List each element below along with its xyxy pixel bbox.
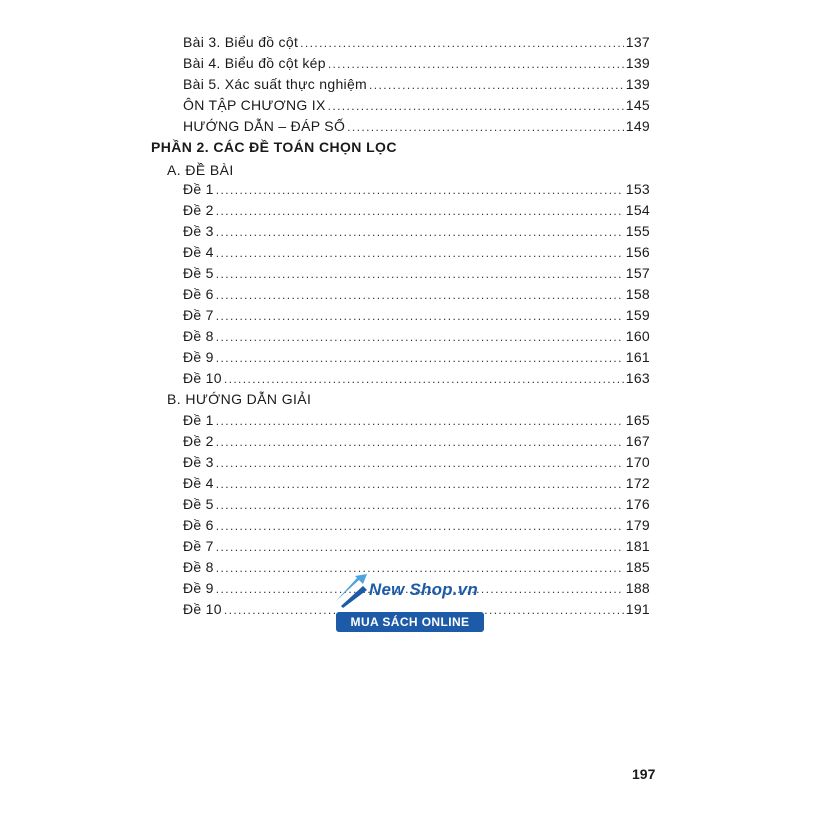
toc-entry-title: Đề 3	[183, 454, 214, 470]
leader-dots	[224, 370, 624, 388]
leader-dots	[347, 118, 624, 136]
toc-entry-title: Đề 10	[183, 370, 222, 386]
toc-entry-page: 157	[625, 265, 650, 281]
toc-entry-page: 160	[625, 328, 650, 344]
leader-dots	[216, 433, 624, 451]
toc-entry-title: Đề 3	[183, 223, 214, 239]
toc-entry-title: Đề 7	[183, 538, 214, 554]
toc-entry-title: Đề 6	[183, 286, 214, 302]
toc-entry-title: ÔN TẬP CHƯƠNG IX	[183, 97, 326, 113]
leader-dots	[216, 475, 624, 493]
toc-entry[interactable]	[183, 264, 650, 282]
toc-entry-page: 139	[625, 76, 650, 92]
toc-entry-title: Bài 5. Xác suất thực nghiệm	[183, 76, 368, 92]
toc-entry-page: 139	[625, 55, 650, 71]
toc-entry-title: Đề 10	[183, 601, 222, 617]
page-number: 197	[632, 766, 656, 782]
leader-dots	[216, 538, 624, 556]
toc-entry-title: Bài 3. Biểu đồ cột	[183, 34, 299, 50]
toc-entry-page: 155	[625, 223, 650, 239]
leader-dots	[300, 34, 624, 52]
toc-entry-page: 176	[625, 496, 650, 512]
toc-entry-title: Đề 9	[183, 580, 214, 596]
toc-entry-page: 185	[625, 559, 650, 575]
toc-entry-title: Đề 8	[183, 328, 214, 344]
toc-entry-title: Đề 9	[183, 349, 214, 365]
toc-entry[interactable]	[183, 537, 650, 555]
section-b-heading: B. HƯỚNG DẪN GIẢI	[167, 391, 312, 407]
toc-entry-page: 154	[625, 202, 650, 218]
toc-entry[interactable]	[183, 180, 650, 198]
toc-entry-page: 158	[625, 286, 650, 302]
toc-entry-page: 159	[625, 307, 650, 323]
toc-entry-page: 149	[625, 118, 650, 134]
toc-entry-page: 145	[625, 97, 650, 113]
toc-entry[interactable]	[183, 117, 650, 135]
toc-entry[interactable]	[183, 54, 650, 72]
toc-entry-page: 191	[625, 601, 650, 617]
toc-entry-page: 172	[625, 475, 650, 491]
leader-dots	[216, 412, 624, 430]
leader-dots	[369, 76, 624, 94]
toc-entry-title: Đề 8	[183, 559, 214, 575]
toc-entry-title: Đề 2	[183, 433, 214, 449]
toc-entry-title: Đề 6	[183, 517, 214, 533]
toc-entry-page: 181	[625, 538, 650, 554]
toc-entry-title: Đề 2	[183, 202, 214, 218]
toc-entry[interactable]	[183, 348, 650, 366]
leader-dots	[216, 265, 624, 283]
toc-entry-page: 188	[625, 580, 650, 596]
toc-entry[interactable]	[183, 369, 650, 387]
toc-entry-title: Đề 5	[183, 496, 214, 512]
toc-entry[interactable]	[183, 453, 650, 471]
toc-entry[interactable]	[183, 432, 650, 450]
toc-entry-page: 179	[625, 517, 650, 533]
toc-entry[interactable]	[183, 516, 650, 534]
toc-entry-page: 156	[625, 244, 650, 260]
toc-entry-title: Đề 1	[183, 181, 214, 197]
toc-entry-page: 170	[625, 454, 650, 470]
watermark-brand: New Shop.vn	[369, 580, 478, 599]
toc-entry[interactable]	[183, 495, 650, 513]
toc-entry-page: 153	[625, 181, 650, 197]
leader-dots	[328, 55, 624, 73]
toc-entry-title: Đề 1	[183, 412, 214, 428]
toc-entry[interactable]	[183, 222, 650, 240]
leader-dots	[216, 496, 624, 514]
toc-entry-page: 167	[625, 433, 650, 449]
toc-entry[interactable]	[183, 306, 650, 324]
toc-entry[interactable]	[183, 474, 650, 492]
leader-dots	[216, 202, 624, 220]
toc-entry[interactable]	[183, 285, 650, 303]
toc-entry[interactable]	[183, 411, 650, 429]
toc-entry-title: Đề 4	[183, 475, 214, 491]
toc-entry-page: 165	[625, 412, 650, 428]
toc-entry[interactable]	[183, 33, 650, 51]
leader-dots	[216, 244, 624, 262]
toc-entry[interactable]	[183, 75, 650, 93]
toc-entry-page: 137	[625, 34, 650, 50]
leader-dots	[216, 223, 624, 241]
toc-entry-page: 161	[625, 349, 650, 365]
leader-dots	[216, 517, 624, 535]
leader-dots	[328, 97, 624, 115]
toc-entry-title: Đề 7	[183, 307, 214, 323]
leader-dots	[216, 307, 624, 325]
toc-entry-title: Đề 4	[183, 244, 214, 260]
toc-entry[interactable]	[183, 327, 650, 345]
toc-entry-title: Bài 4. Biểu đồ cột kép	[183, 55, 326, 71]
part-heading: PHẦN 2. CÁC ĐỀ TOÁN CHỌN LỌC	[151, 139, 397, 155]
leader-dots	[216, 181, 624, 199]
newshop-watermark	[333, 572, 493, 634]
leader-dots	[216, 328, 624, 346]
toc-entry-title: HƯỚNG DẪN – ĐÁP SỐ	[183, 118, 346, 134]
leader-dots	[216, 286, 624, 304]
leader-dots	[216, 349, 624, 367]
toc-entry-title: Đề 5	[183, 265, 214, 281]
watermark-tagline: MUA SÁCH ONLINE	[336, 612, 484, 632]
leader-dots	[216, 454, 624, 472]
toc-entry[interactable]	[183, 96, 650, 114]
toc-entry[interactable]	[183, 243, 650, 261]
toc-entry-page: 163	[625, 370, 650, 386]
toc-entry[interactable]	[183, 201, 650, 219]
section-a-heading: A. ĐỀ BÀI	[167, 162, 234, 178]
